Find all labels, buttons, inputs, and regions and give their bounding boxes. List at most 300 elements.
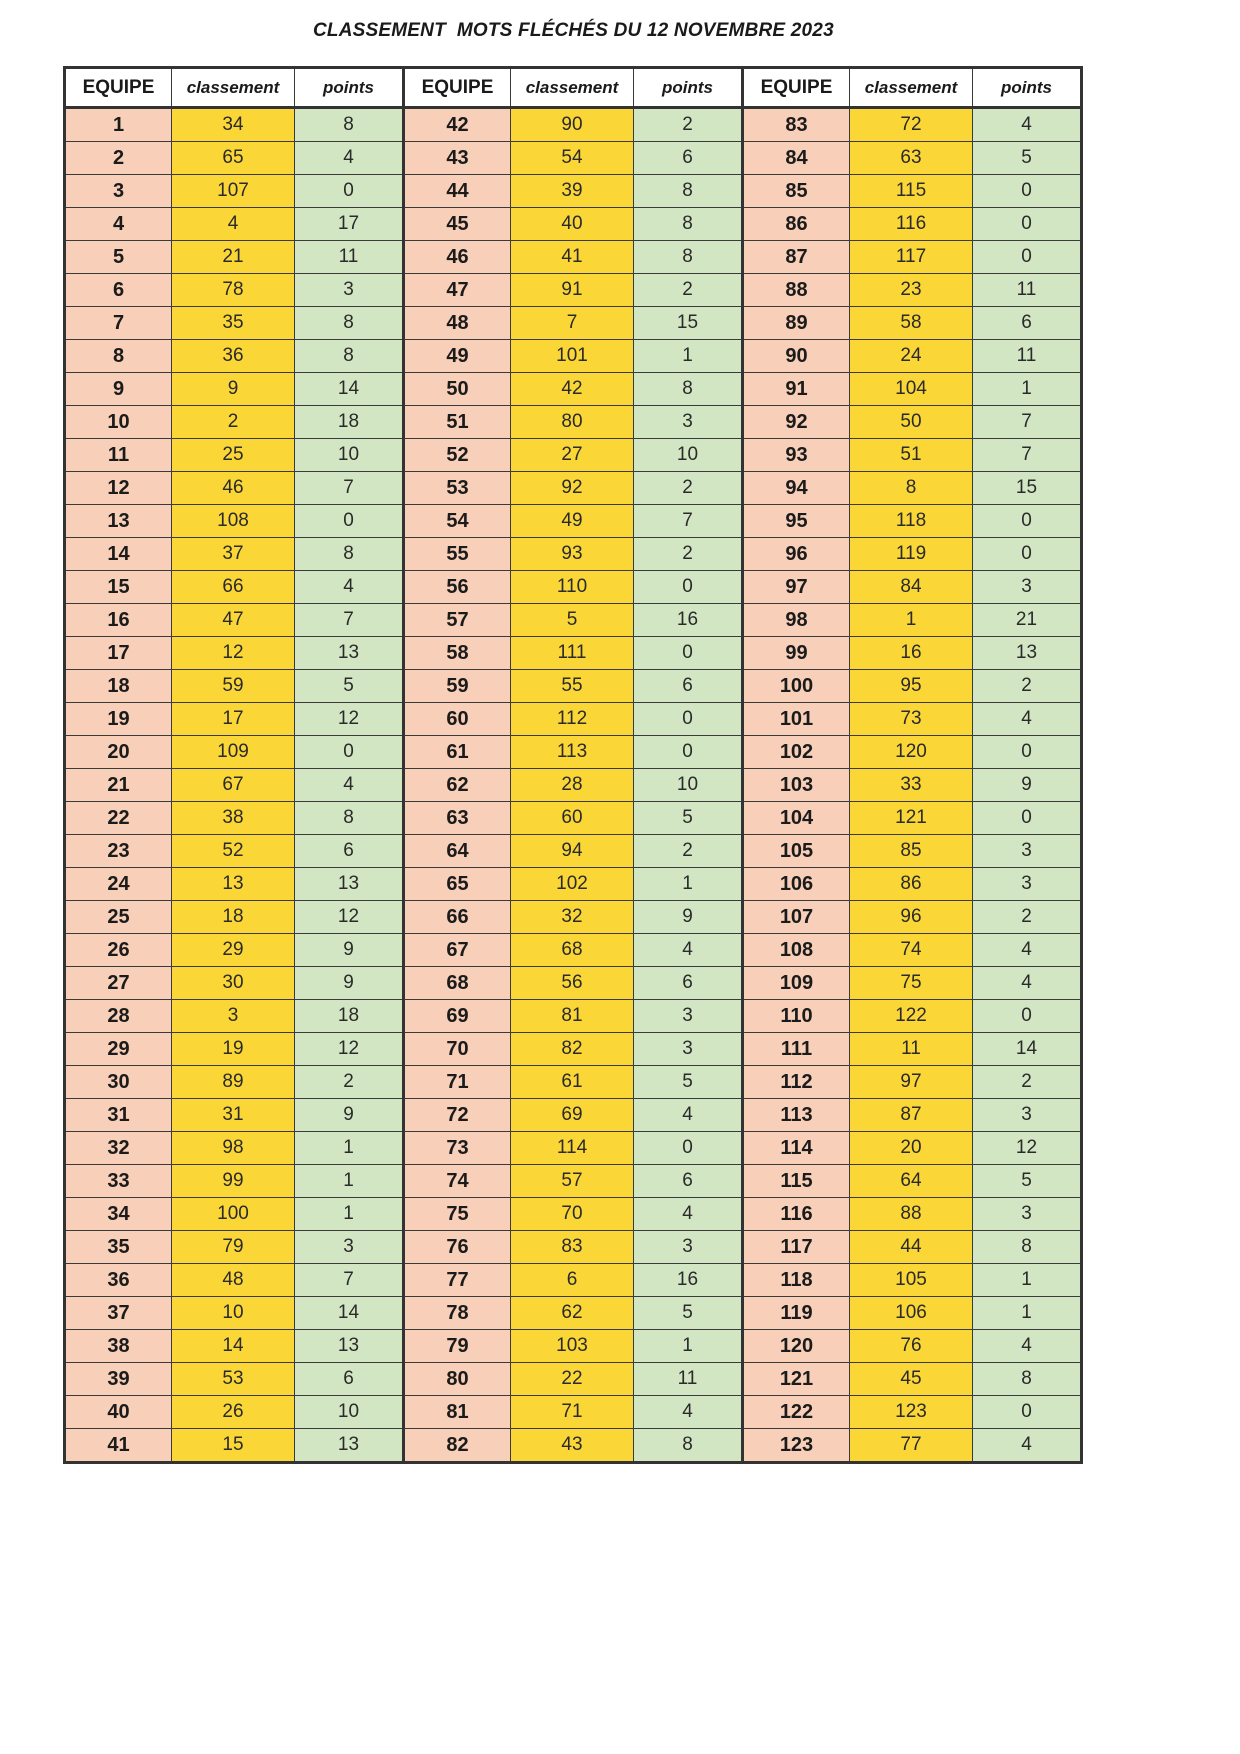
- team-number-cell: 20: [65, 736, 172, 769]
- table-row: [65, 340, 1082, 373]
- team-number-cell: 31: [65, 1099, 172, 1132]
- team-number-cell: 65: [404, 868, 511, 901]
- points-cell: 11: [973, 340, 1082, 373]
- table-row: [65, 1099, 1082, 1132]
- team-number-cell: 102: [743, 736, 850, 769]
- classement-cell: 75: [850, 967, 973, 1000]
- points-header: points: [634, 68, 743, 108]
- points-cell: 0: [295, 736, 404, 769]
- classement-cell: 27: [511, 439, 634, 472]
- points-cell: 2: [634, 835, 743, 868]
- classement-cell: 82: [511, 1033, 634, 1066]
- table-row: [65, 571, 1082, 604]
- points-cell: 1: [634, 340, 743, 373]
- table-row: [65, 538, 1082, 571]
- points-cell: 2: [634, 538, 743, 571]
- points-cell: 4: [973, 1330, 1082, 1363]
- points-cell: 3: [634, 1033, 743, 1066]
- table-row: [65, 769, 1082, 802]
- team-number-cell: 82: [404, 1429, 511, 1463]
- classement-cell: 101: [511, 340, 634, 373]
- classement-cell: 96: [850, 901, 973, 934]
- classement-cell: 54: [511, 142, 634, 175]
- classement-cell: 85: [850, 835, 973, 868]
- team-number-cell: 122: [743, 1396, 850, 1429]
- points-cell: 13: [295, 1330, 404, 1363]
- points-header: points: [973, 68, 1082, 108]
- team-number-cell: 14: [65, 538, 172, 571]
- team-number-cell: 50: [404, 373, 511, 406]
- classement-cell: 42: [511, 373, 634, 406]
- points-cell: 0: [634, 1132, 743, 1165]
- team-number-cell: 105: [743, 835, 850, 868]
- points-cell: 5: [295, 670, 404, 703]
- classement-cell: 89: [172, 1066, 295, 1099]
- table-row: [65, 241, 1082, 274]
- team-number-cell: 111: [743, 1033, 850, 1066]
- classement-cell: 39: [511, 175, 634, 208]
- classement-cell: 37: [172, 538, 295, 571]
- team-number-cell: 79: [404, 1330, 511, 1363]
- classement-cell: 73: [850, 703, 973, 736]
- classement-cell: 5: [511, 604, 634, 637]
- team-number-cell: 28: [65, 1000, 172, 1033]
- classement-cell: 122: [850, 1000, 973, 1033]
- classement-cell: 70: [511, 1198, 634, 1231]
- classement-cell: 103: [511, 1330, 634, 1363]
- team-number-cell: 36: [65, 1264, 172, 1297]
- classement-cell: 105: [850, 1264, 973, 1297]
- team-number-cell: 26: [65, 934, 172, 967]
- team-number-cell: 110: [743, 1000, 850, 1033]
- points-cell: 0: [634, 637, 743, 670]
- classement-cell: 87: [850, 1099, 973, 1132]
- team-number-cell: 17: [65, 637, 172, 670]
- points-cell: 1: [295, 1198, 404, 1231]
- points-cell: 7: [295, 472, 404, 505]
- table-row: [65, 835, 1082, 868]
- points-cell: 5: [634, 1066, 743, 1099]
- classement-cell: 95: [850, 670, 973, 703]
- team-number-cell: 74: [404, 1165, 511, 1198]
- classement-cell: 53: [172, 1363, 295, 1396]
- points-cell: 4: [634, 1099, 743, 1132]
- points-cell: 17: [295, 208, 404, 241]
- table-row: [65, 1033, 1082, 1066]
- team-number-cell: 69: [404, 1000, 511, 1033]
- points-cell: 21: [973, 604, 1082, 637]
- points-cell: 4: [295, 142, 404, 175]
- points-cell: 6: [634, 967, 743, 1000]
- points-cell: 11: [634, 1363, 743, 1396]
- classement-cell: 62: [511, 1297, 634, 1330]
- team-number-cell: 45: [404, 208, 511, 241]
- equipe-header: EQUIPE: [404, 68, 511, 108]
- team-number-cell: 81: [404, 1396, 511, 1429]
- team-number-cell: 99: [743, 637, 850, 670]
- team-number-cell: 116: [743, 1198, 850, 1231]
- table-row: [65, 868, 1082, 901]
- points-cell: 0: [973, 736, 1082, 769]
- classement-cell: 104: [850, 373, 973, 406]
- classement-cell: 59: [172, 670, 295, 703]
- classement-cell: 15: [172, 1429, 295, 1463]
- table-row: [65, 1198, 1082, 1231]
- team-number-cell: 13: [65, 505, 172, 538]
- team-number-cell: 86: [743, 208, 850, 241]
- points-cell: 8: [973, 1231, 1082, 1264]
- team-number-cell: 42: [404, 108, 511, 142]
- table-row: [65, 175, 1082, 208]
- points-cell: 0: [634, 736, 743, 769]
- classement-cell: 69: [511, 1099, 634, 1132]
- classement-cell: 11: [850, 1033, 973, 1066]
- points-cell: 1: [295, 1132, 404, 1165]
- page-title: CLASSEMENT MOTS FLÉCHÉS DU 12 NOVEMBRE 2023: [313, 20, 834, 41]
- classement-cell: 71: [511, 1396, 634, 1429]
- points-cell: 3: [973, 1198, 1082, 1231]
- points-cell: 4: [973, 108, 1082, 142]
- classement-cell: 94: [511, 835, 634, 868]
- points-cell: 5: [973, 142, 1082, 175]
- points-cell: 0: [973, 802, 1082, 835]
- table-row: [65, 1429, 1082, 1463]
- team-number-cell: 92: [743, 406, 850, 439]
- team-number-cell: 96: [743, 538, 850, 571]
- team-number-cell: 11: [65, 439, 172, 472]
- classement-cell: 61: [511, 1066, 634, 1099]
- team-number-cell: 113: [743, 1099, 850, 1132]
- team-number-cell: 23: [65, 835, 172, 868]
- classement-cell: 36: [172, 340, 295, 373]
- classement-cell: 20: [850, 1132, 973, 1165]
- classement-cell: 44: [850, 1231, 973, 1264]
- classement-cell: 41: [511, 241, 634, 274]
- points-cell: 3: [634, 1231, 743, 1264]
- table-row: [65, 142, 1082, 175]
- classement-cell: 72: [850, 108, 973, 142]
- points-cell: 7: [295, 1264, 404, 1297]
- team-number-cell: 62: [404, 769, 511, 802]
- classement-cell: 14: [172, 1330, 295, 1363]
- points-cell: 8: [295, 108, 404, 142]
- points-cell: 2: [973, 670, 1082, 703]
- team-number-cell: 75: [404, 1198, 511, 1231]
- team-number-cell: 8: [65, 340, 172, 373]
- team-number-cell: 43: [404, 142, 511, 175]
- team-number-cell: 40: [65, 1396, 172, 1429]
- classement-cell: 28: [511, 769, 634, 802]
- classement-cell: 93: [511, 538, 634, 571]
- team-number-cell: 90: [743, 340, 850, 373]
- points-cell: 3: [973, 571, 1082, 604]
- team-number-cell: 2: [65, 142, 172, 175]
- points-cell: 1: [973, 1264, 1082, 1297]
- classement-cell: 65: [172, 142, 295, 175]
- team-number-cell: 30: [65, 1066, 172, 1099]
- team-number-cell: 19: [65, 703, 172, 736]
- classement-cell: 9: [172, 373, 295, 406]
- team-number-cell: 52: [404, 439, 511, 472]
- points-cell: 1: [973, 373, 1082, 406]
- team-number-cell: 84: [743, 142, 850, 175]
- team-number-cell: 7: [65, 307, 172, 340]
- points-cell: 4: [973, 967, 1082, 1000]
- points-cell: 13: [295, 1429, 404, 1463]
- team-number-cell: 85: [743, 175, 850, 208]
- table-row: [65, 472, 1082, 505]
- table-row: [65, 1231, 1082, 1264]
- points-cell: 0: [295, 505, 404, 538]
- classement-cell: 45: [850, 1363, 973, 1396]
- team-number-cell: 58: [404, 637, 511, 670]
- table-row: [65, 934, 1082, 967]
- team-number-cell: 104: [743, 802, 850, 835]
- team-number-cell: 83: [743, 108, 850, 142]
- team-number-cell: 47: [404, 274, 511, 307]
- classement-cell: 83: [511, 1231, 634, 1264]
- classement-cell: 63: [850, 142, 973, 175]
- team-number-cell: 93: [743, 439, 850, 472]
- points-cell: 2: [634, 274, 743, 307]
- classement-cell: 16: [850, 637, 973, 670]
- table-row: [65, 901, 1082, 934]
- points-cell: 6: [973, 307, 1082, 340]
- classement-cell: 108: [172, 505, 295, 538]
- classement-cell: 13: [172, 868, 295, 901]
- classement-cell: 117: [850, 241, 973, 274]
- points-cell: 6: [634, 1165, 743, 1198]
- points-cell: 5: [973, 1165, 1082, 1198]
- team-number-cell: 4: [65, 208, 172, 241]
- points-cell: 8: [295, 307, 404, 340]
- points-cell: 6: [634, 142, 743, 175]
- classement-cell: 123: [850, 1396, 973, 1429]
- classement-cell: 66: [172, 571, 295, 604]
- points-cell: 4: [634, 934, 743, 967]
- classement-cell: 102: [511, 868, 634, 901]
- ranking-table: [63, 66, 1083, 1464]
- classement-cell: 17: [172, 703, 295, 736]
- classement-cell: 120: [850, 736, 973, 769]
- classement-cell: 79: [172, 1231, 295, 1264]
- team-number-cell: 27: [65, 967, 172, 1000]
- points-cell: 6: [634, 670, 743, 703]
- points-cell: 8: [634, 373, 743, 406]
- classement-cell: 6: [511, 1264, 634, 1297]
- points-cell: 13: [295, 637, 404, 670]
- team-number-cell: 100: [743, 670, 850, 703]
- table-row: [65, 1363, 1082, 1396]
- points-cell: 6: [295, 835, 404, 868]
- points-cell: 15: [973, 472, 1082, 505]
- team-number-cell: 41: [65, 1429, 172, 1463]
- team-number-cell: 91: [743, 373, 850, 406]
- table-row: [65, 802, 1082, 835]
- classement-cell: 2: [172, 406, 295, 439]
- team-number-cell: 46: [404, 241, 511, 274]
- classement-cell: 109: [172, 736, 295, 769]
- team-number-cell: 80: [404, 1363, 511, 1396]
- classement-cell: 91: [511, 274, 634, 307]
- team-number-cell: 5: [65, 241, 172, 274]
- team-number-cell: 51: [404, 406, 511, 439]
- team-number-cell: 10: [65, 406, 172, 439]
- classement-cell: 23: [850, 274, 973, 307]
- classement-cell: 47: [172, 604, 295, 637]
- points-cell: 14: [973, 1033, 1082, 1066]
- team-number-cell: 44: [404, 175, 511, 208]
- team-number-cell: 25: [65, 901, 172, 934]
- team-number-cell: 57: [404, 604, 511, 637]
- table-row: [65, 406, 1082, 439]
- classement-cell: 67: [172, 769, 295, 802]
- team-number-cell: 39: [65, 1363, 172, 1396]
- classement-header: classement: [850, 68, 973, 108]
- team-number-cell: 56: [404, 571, 511, 604]
- classement-cell: 48: [172, 1264, 295, 1297]
- classement-cell: 34: [172, 108, 295, 142]
- points-cell: 0: [973, 538, 1082, 571]
- classement-cell: 76: [850, 1330, 973, 1363]
- table-row: [65, 1330, 1082, 1363]
- points-cell: 1: [634, 1330, 743, 1363]
- team-number-cell: 70: [404, 1033, 511, 1066]
- table-header-row: [65, 68, 1082, 108]
- points-cell: 7: [295, 604, 404, 637]
- team-number-cell: 114: [743, 1132, 850, 1165]
- team-number-cell: 67: [404, 934, 511, 967]
- team-number-cell: 53: [404, 472, 511, 505]
- table-row: [65, 1264, 1082, 1297]
- points-cell: 10: [634, 769, 743, 802]
- classement-cell: 118: [850, 505, 973, 538]
- classement-cell: 32: [511, 901, 634, 934]
- classement-cell: 119: [850, 538, 973, 571]
- team-number-cell: 60: [404, 703, 511, 736]
- team-number-cell: 106: [743, 868, 850, 901]
- points-cell: 1: [973, 1297, 1082, 1330]
- team-number-cell: 108: [743, 934, 850, 967]
- team-number-cell: 3: [65, 175, 172, 208]
- points-cell: 8: [295, 802, 404, 835]
- points-cell: 0: [634, 571, 743, 604]
- points-cell: 4: [973, 1429, 1082, 1463]
- classement-cell: 77: [850, 1429, 973, 1463]
- classement-cell: 86: [850, 868, 973, 901]
- team-number-cell: 64: [404, 835, 511, 868]
- classement-cell: 90: [511, 108, 634, 142]
- points-cell: 0: [973, 208, 1082, 241]
- classement-cell: 111: [511, 637, 634, 670]
- team-number-cell: 55: [404, 538, 511, 571]
- points-cell: 1: [295, 1165, 404, 1198]
- classement-cell: 74: [850, 934, 973, 967]
- team-number-cell: 21: [65, 769, 172, 802]
- classement-cell: 55: [511, 670, 634, 703]
- points-header: points: [295, 68, 404, 108]
- points-cell: 5: [634, 1297, 743, 1330]
- team-number-cell: 6: [65, 274, 172, 307]
- classement-cell: 51: [850, 439, 973, 472]
- points-cell: 8: [295, 538, 404, 571]
- points-cell: 3: [634, 1000, 743, 1033]
- classement-cell: 58: [850, 307, 973, 340]
- classement-cell: 99: [172, 1165, 295, 1198]
- classement-cell: 88: [850, 1198, 973, 1231]
- points-cell: 2: [634, 108, 743, 142]
- classement-cell: 4: [172, 208, 295, 241]
- points-cell: 0: [973, 175, 1082, 208]
- classement-cell: 92: [511, 472, 634, 505]
- classement-cell: 24: [850, 340, 973, 373]
- points-cell: 3: [973, 835, 1082, 868]
- team-number-cell: 1: [65, 108, 172, 142]
- classement-cell: 98: [172, 1132, 295, 1165]
- team-number-cell: 37: [65, 1297, 172, 1330]
- table-row: [65, 604, 1082, 637]
- team-number-cell: 115: [743, 1165, 850, 1198]
- classement-cell: 3: [172, 1000, 295, 1033]
- team-number-cell: 123: [743, 1429, 850, 1463]
- points-cell: 4: [634, 1198, 743, 1231]
- points-cell: 11: [973, 274, 1082, 307]
- team-number-cell: 117: [743, 1231, 850, 1264]
- classement-cell: 8: [850, 472, 973, 505]
- points-cell: 8: [295, 340, 404, 373]
- classement-cell: 1: [850, 604, 973, 637]
- classement-cell: 68: [511, 934, 634, 967]
- classement-cell: 80: [511, 406, 634, 439]
- classement-cell: 29: [172, 934, 295, 967]
- team-number-cell: 76: [404, 1231, 511, 1264]
- points-cell: 6: [295, 1363, 404, 1396]
- classement-cell: 30: [172, 967, 295, 1000]
- points-cell: 15: [634, 307, 743, 340]
- classement-cell: 12: [172, 637, 295, 670]
- table-row: [65, 703, 1082, 736]
- points-cell: 2: [295, 1066, 404, 1099]
- team-number-cell: 72: [404, 1099, 511, 1132]
- team-number-cell: 94: [743, 472, 850, 505]
- team-number-cell: 15: [65, 571, 172, 604]
- team-number-cell: 103: [743, 769, 850, 802]
- points-cell: 2: [973, 901, 1082, 934]
- team-number-cell: 32: [65, 1132, 172, 1165]
- team-number-cell: 38: [65, 1330, 172, 1363]
- team-number-cell: 121: [743, 1363, 850, 1396]
- points-cell: 7: [973, 439, 1082, 472]
- team-number-cell: 22: [65, 802, 172, 835]
- points-cell: 3: [973, 1099, 1082, 1132]
- points-cell: 9: [295, 934, 404, 967]
- table-row: [65, 1396, 1082, 1429]
- classement-cell: 26: [172, 1396, 295, 1429]
- team-number-cell: 54: [404, 505, 511, 538]
- classement-cell: 35: [172, 307, 295, 340]
- classement-cell: 19: [172, 1033, 295, 1066]
- team-number-cell: 97: [743, 571, 850, 604]
- classement-cell: 100: [172, 1198, 295, 1231]
- points-cell: 0: [295, 175, 404, 208]
- classement-cell: 49: [511, 505, 634, 538]
- points-cell: 1: [634, 868, 743, 901]
- classement-cell: 52: [172, 835, 295, 868]
- points-cell: 9: [973, 769, 1082, 802]
- classement-cell: 40: [511, 208, 634, 241]
- points-cell: 16: [634, 604, 743, 637]
- classement-cell: 97: [850, 1066, 973, 1099]
